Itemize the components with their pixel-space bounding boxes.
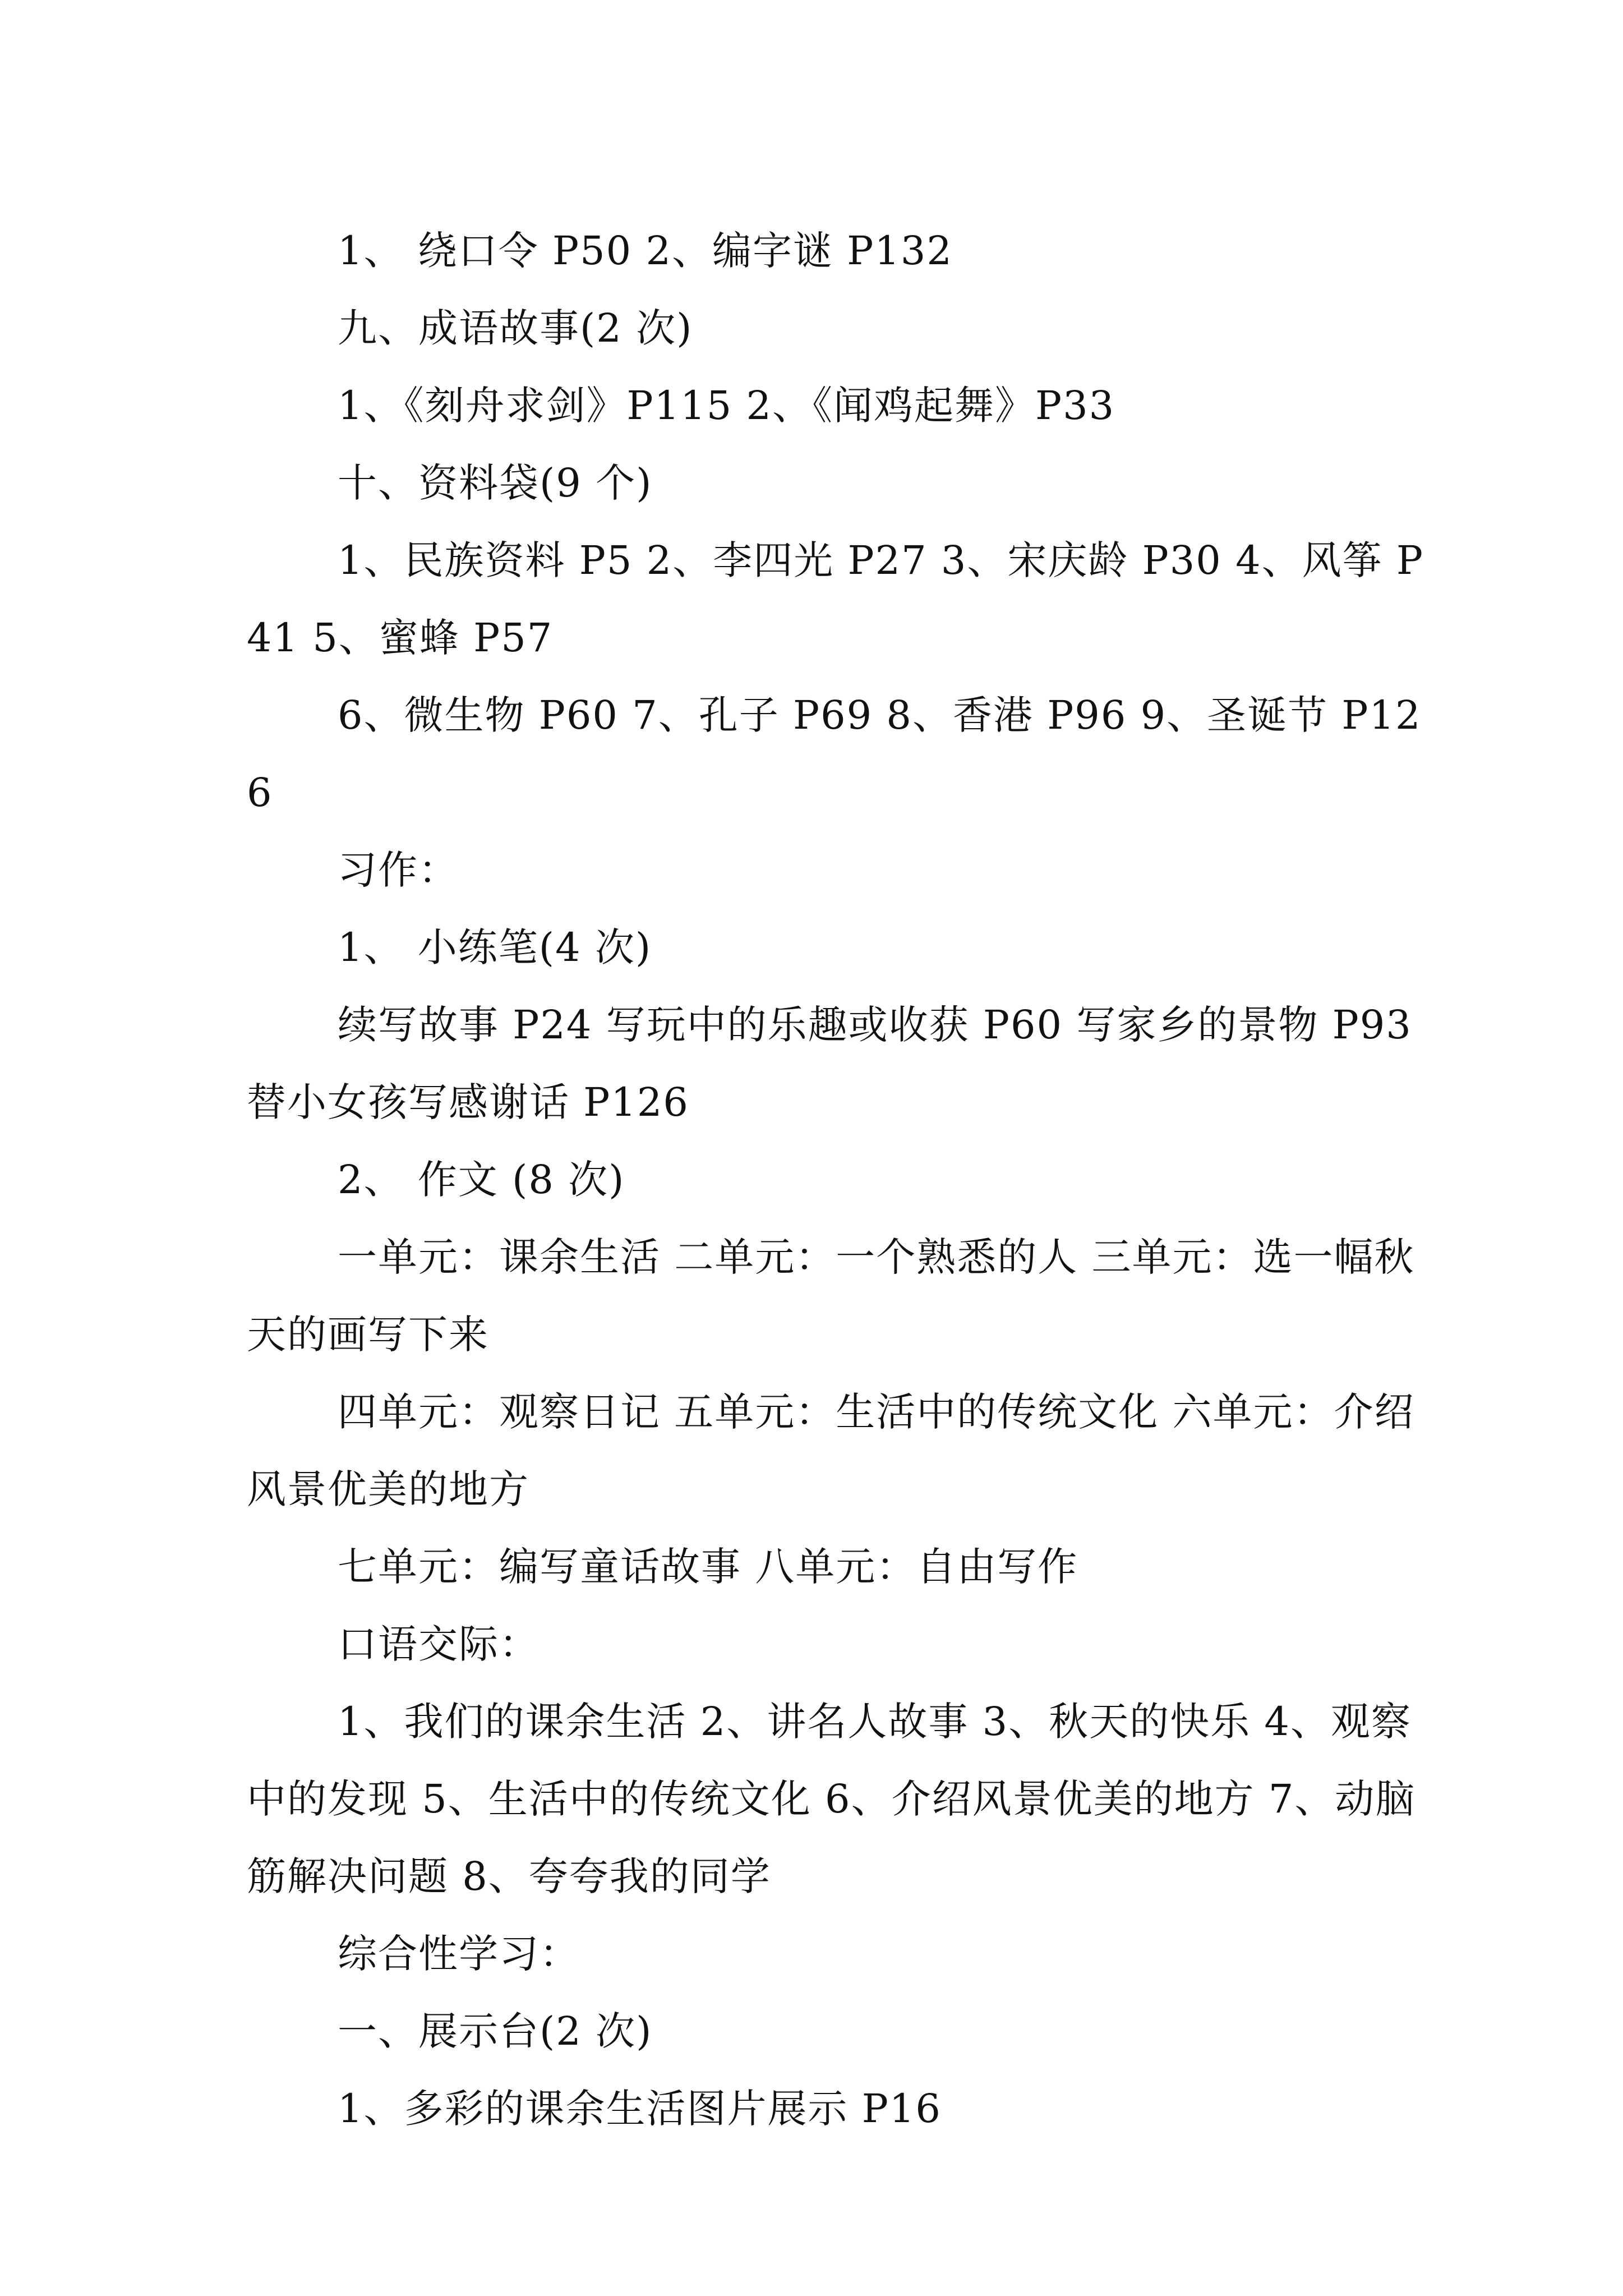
paragraph-tongue-twister: 1、 绕口令 P50 2、编字谜 P132 xyxy=(338,228,953,274)
heading-showcase: 一、展示台(2 次) xyxy=(338,2008,653,2054)
heading-oral-communication: 口语交际： xyxy=(338,1621,540,1667)
paragraph-oral-communication: 1、我们的课余生活 2、讲名人故事 3、秋天的快乐 4、观察中的发现 5、生活中的传统文化 6、介绍风景优美的地方 7、动脑筋解决问题 8、夸夸我的同学 xyxy=(247,1699,1416,1899)
paragraph-showcase: 1、多彩的课余生活图片展示 P16 xyxy=(338,2086,942,2132)
paragraph-composition-1: 一单元：课余生活 二单元：一个熟悉的人 三单元：选一幅秋天的画写下来 xyxy=(247,1234,1415,1358)
document-body xyxy=(247,212,1424,2147)
paragraph-composition-3: 七单元：编写童话故事 八单元：自由写作 xyxy=(338,1544,1078,1590)
paragraph-idiom-stories: 1、《刻舟求剑》P115 2、《闻鸡起舞》P33 xyxy=(338,383,1115,429)
heading-info-bag: 十、资料袋(9 个) xyxy=(338,460,653,506)
heading-writing: 习作： xyxy=(338,847,459,893)
paragraph-short-practice: 续写故事 P24 写玩中的乐趣或收获 P60 写家乡的景物 P93 替小女孩写感谢话 P126 xyxy=(247,1002,1412,1125)
heading-composition: 2、 作文 (8 次) xyxy=(338,1157,625,1203)
paragraph-composition-2: 四单元：观察日记 五单元：生活中的传统文化 六单元：介绍风景优美的地方 xyxy=(247,1389,1415,1512)
paragraph-info-bag-1: 1、民族资料 P5 2、李四光 P27 3、宋庆龄 P30 4、风筝 P41 5、蜜蜂 P57 xyxy=(247,537,1424,661)
paragraph-info-bag-2: 6、微生物 P60 7、孔子 P69 8、香港 P96 9、圣诞节 P126 xyxy=(247,692,1422,816)
heading-comprehensive-learning: 综合性学习： xyxy=(338,1931,580,1977)
heading-idiom-stories: 九、成语故事(2 次) xyxy=(338,305,693,351)
heading-short-practice: 1、 小练笔(4 次) xyxy=(338,924,652,970)
